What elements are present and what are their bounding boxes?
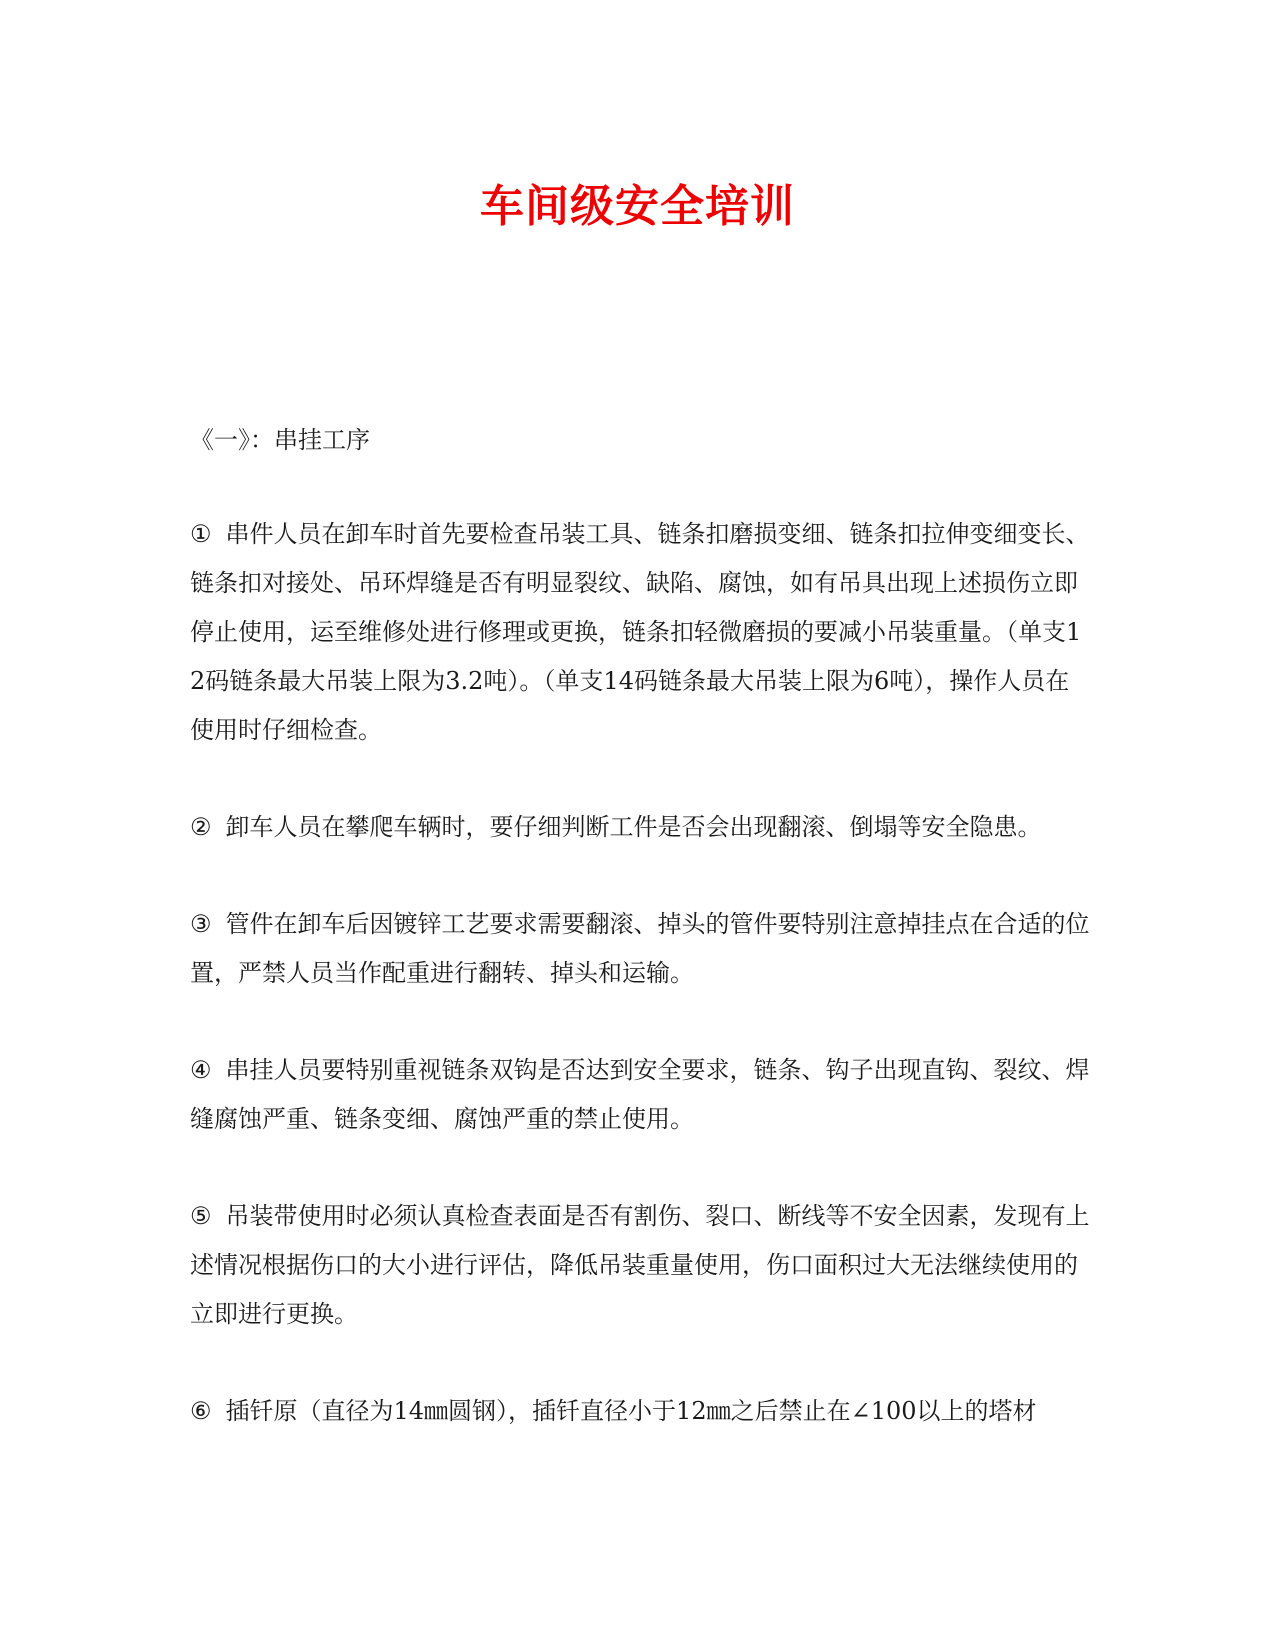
document-body	[190, 420, 1090, 1484]
paragraph-number: ⑥	[190, 1397, 212, 1425]
paragraph-text: 卸车人员在攀爬车辆时，要仔细判断工件是否会出现翻滚、倒塌等安全隐患。	[225, 813, 1042, 841]
paragraph-6	[190, 1387, 1090, 1436]
paragraph-text: 串挂人员要特别重视链条双钩是否达到安全要求，链条、钩子出现直钩、裂纹、焊缝腐蚀严重、链条变细、腐蚀严重的禁止使用。	[190, 1056, 1090, 1133]
paragraph-number: ③	[190, 910, 212, 938]
paragraph-number: ①	[190, 520, 212, 548]
paragraph-3	[190, 900, 1090, 998]
paragraph-number: ④	[190, 1056, 212, 1084]
paragraph-5	[190, 1192, 1090, 1339]
paragraph-2	[190, 803, 1090, 852]
paragraph-text: 串件人员在卸车时首先要检查吊装工具、链条扣磨损变细、链条扣拉伸变细变长、链条扣对接处、吊环焊缝是否有明显裂纹、缺陷、腐蚀，如有吊具出现上述损伤立即停止使用，运至维修处进行修理或更换，链条扣轻微磨损的要减小吊装重量。（单支12码链条最大吊装上限为3.2吨）。（单支14码链条最大吊装上限为6吨），操作人员在使用时仔细检查。	[190, 520, 1090, 744]
paragraph-number: ②	[190, 813, 212, 841]
paragraph-text: 插钎原（直径为14㎜圆钢），插钎直径小于12㎜之后禁止在∠100以上的塔材	[225, 1397, 1037, 1425]
paragraph-1	[190, 510, 1090, 755]
paragraph-number: ⑤	[190, 1202, 212, 1230]
paragraph-text: 管件在卸车后因镀锌工艺要求需要翻滚、掉头的管件要特别注意掉挂点在合适的位置，严禁人员当作配重进行翻转、掉头和运输。	[190, 910, 1090, 987]
paragraph-4	[190, 1046, 1090, 1144]
document-title: 车间级安全培训	[480, 181, 795, 232]
paragraph-text: 吊装带使用时必须认真检查表面是否有割伤、裂口、断线等不安全因素，发现有上述情况根据伤口的大小进行评估，降低吊装重量使用，伤口面积过大无法继续使用的立即进行更换。	[190, 1202, 1090, 1328]
section-heading: 《一》：串挂工序	[190, 426, 370, 454]
